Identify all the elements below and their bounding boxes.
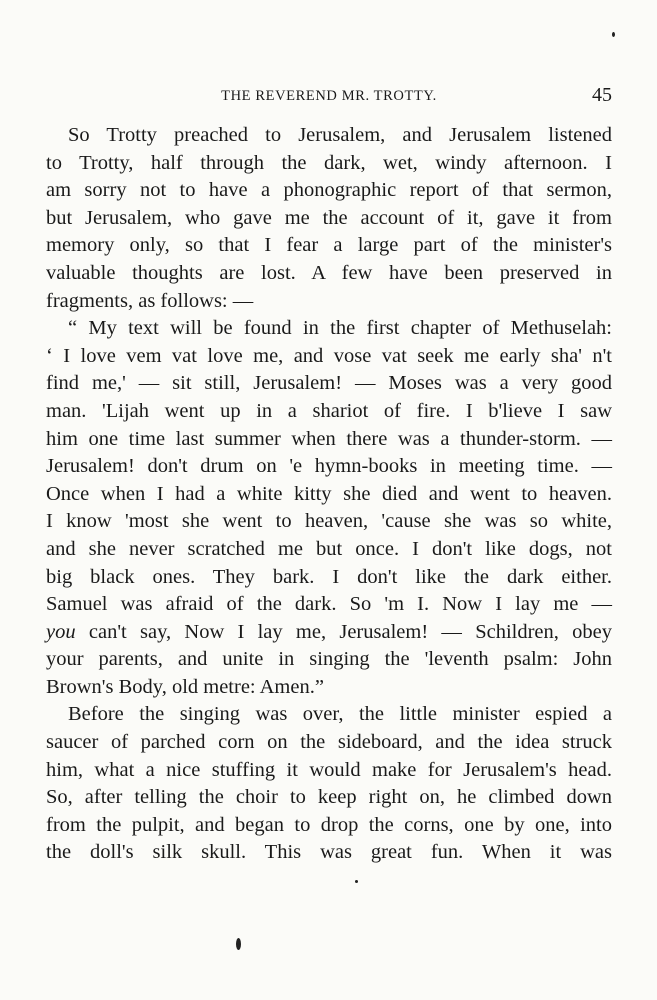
ink-speck: [236, 938, 241, 950]
text-line-rest: can't say, Now I lay me, Jerusalem! — Schildren, obey: [88, 620, 613, 643]
text-line-with-italic: [46, 619, 612, 647]
text-line: from the pulpit, and began to drop the corns, one by one, into: [46, 813, 612, 836]
text-line: Brown's Body, old metre: Amen.”: [46, 675, 324, 698]
text-line: “ My text will be found in the first chapter of Methuselah:: [68, 317, 612, 340]
page-number: 45: [592, 84, 612, 106]
text-line: am sorry not to have a phonographic report of that sermon,: [46, 179, 612, 202]
ink-speck: [355, 880, 358, 883]
text-line: fragments, as follows: —: [46, 289, 254, 312]
text-line: the doll's silk skull. This was great fun. When it was: [46, 841, 612, 864]
text-line: find me,' — sit still, Jerusalem! — Moses was a very good: [46, 372, 612, 395]
ink-speck: [612, 32, 615, 37]
text-line: him, what a nice stuffing it would make for Jerusalem's head.: [46, 758, 612, 781]
text-line: Before the singing was over, the little minister espied a: [68, 703, 612, 726]
text-line: man. 'Lijah went up in a shariot of fire. I b'lieve I saw: [46, 399, 612, 422]
running-head: [46, 84, 612, 108]
text-line: I know 'most she went to heaven, 'cause she was so white,: [46, 510, 612, 533]
text-line: Samuel was afraid of the dark. So 'm I. Now I lay me —: [46, 593, 612, 616]
text-line: to Trotty, half through the dark, wet, windy afternoon. I: [46, 151, 612, 174]
text-line: Once when I had a white kitty she died and went to heaven.: [46, 482, 612, 505]
text-line: So, after telling the choir to keep right on, he climbed down: [46, 786, 612, 809]
running-title: THE REVEREND MR. TROTTY.: [221, 88, 437, 104]
text-line: and she never scratched me but once. I don't like dogs, not: [46, 537, 612, 560]
text-line: saucer of parched corn on the sideboard, and the idea struck: [46, 731, 612, 754]
text-line: your parents, and unite in singing the 'leventh psalm: John: [46, 648, 612, 671]
text-line: Jerusalem! don't drum on 'e hymn-books in meeting time. —: [46, 455, 612, 478]
text-line: big black ones. They bark. I don't like the dark either.: [46, 565, 612, 588]
text-line: valuable thoughts are lost. A few have been preserved in: [46, 261, 612, 284]
body-text: [46, 122, 612, 867]
text-line: ‘ I love vem vat love me, and vose vat seek me early sha' n't: [46, 344, 612, 367]
text-line: but Jerusalem, who gave me the account of it, gave it from: [46, 206, 612, 229]
text-line: him one time last summer when there was a thunder-storm. —: [46, 427, 612, 450]
italic-word: you: [46, 620, 76, 643]
text-line: memory only, so that I fear a large part of the minister's: [46, 234, 612, 257]
text-line: So Trotty preached to Jerusalem, and Jerusalem listened: [68, 124, 612, 146]
